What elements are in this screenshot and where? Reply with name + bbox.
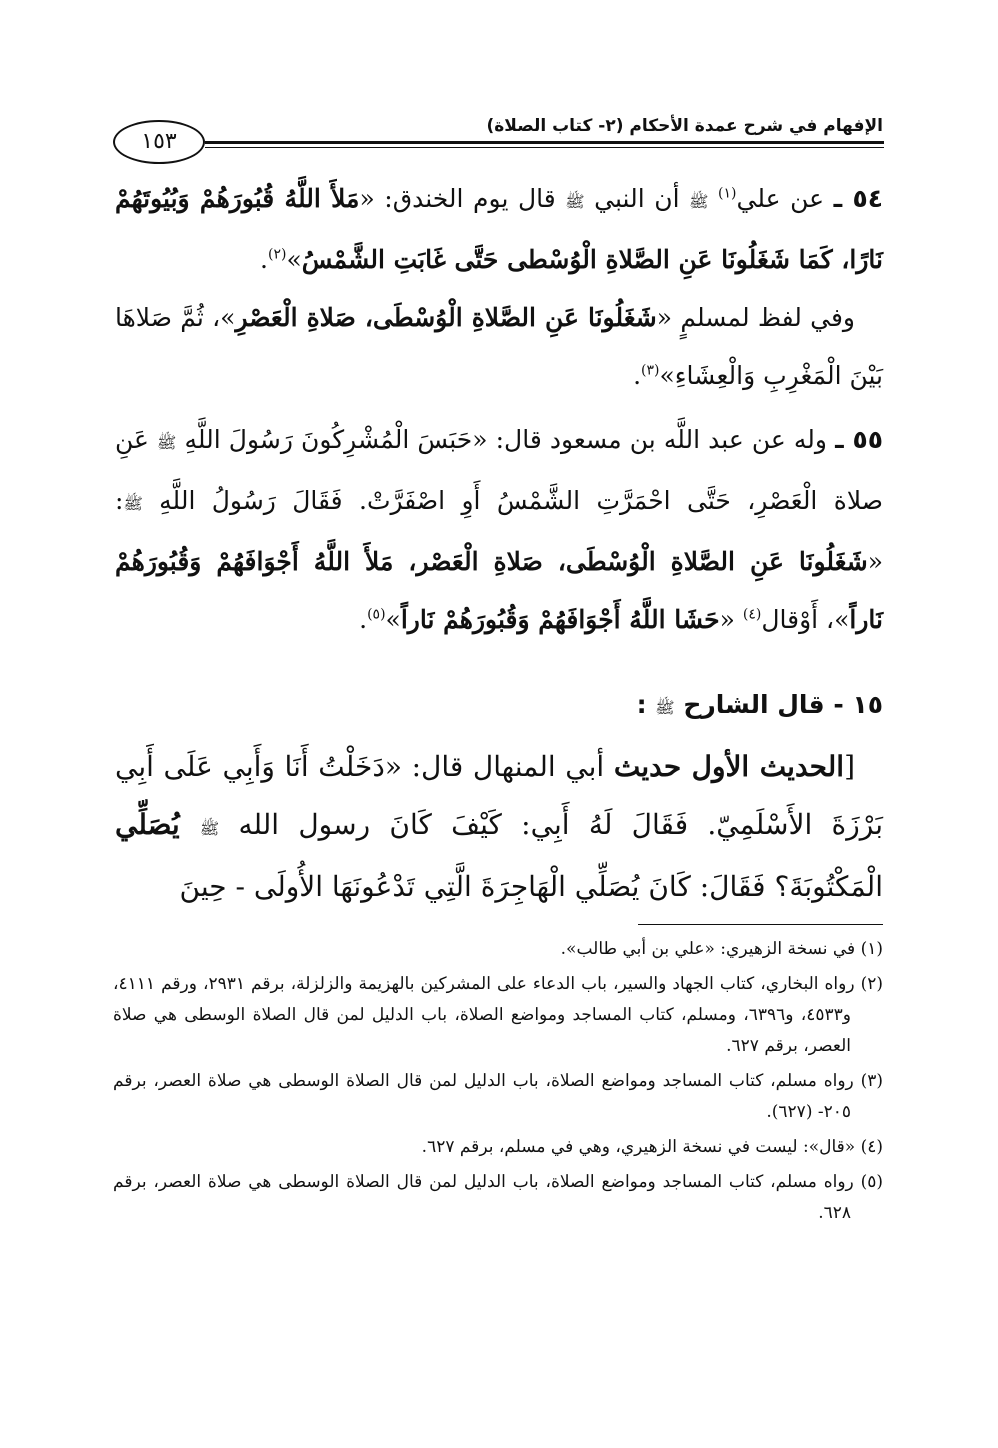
honorific-glyph: ﷺ xyxy=(655,698,675,717)
text-run: « xyxy=(719,605,743,634)
hadith-number: ٥٥ ـ xyxy=(835,425,883,454)
footnote-4: (٤) «قال»: ليست في نسخة الزهيري، وهي في مسلم، برقم ٦٢٧. xyxy=(421,1137,883,1157)
text-run: » xyxy=(286,245,302,274)
section-heading-text: ١٥ - قال الشارح xyxy=(683,690,883,719)
footnote-3: (٣) رواه مسلم، كتاب المساجد ومواضع الصلاة، باب الدليل لمن قال الصلاة الوسطى هي صلاة العصر، برقم ٢٠٥- (٦٢٧). xyxy=(113,1071,883,1122)
text-run: وله عن عبد اللَّه بن مسعود قال: «حَبَسَ الْمُشْرِكُونَ رَسُولَ اللَّهِ xyxy=(176,425,836,454)
text-run: عَنِ صلاة الْعَصْرِ، حَتَّى احْمَرَّتِ الشَّمْسُ أَوِ اصْفَرَّتْ. فَقَالَ رَسُولُ اللَّهِ xyxy=(115,425,883,515)
text-run: . xyxy=(260,245,268,274)
text-run: : « xyxy=(115,486,883,576)
text-run: الْمَكْتُوبَةَ؟ فَقَالَ: كَانَ يُصَلِّي الْهَاجِرَةَ الَّتِي تَدْعُونَهَا الأُولَى - حِينَ xyxy=(179,870,883,903)
hadith-54-variant-paragraph xyxy=(115,289,883,405)
hadith-55-paragraph xyxy=(115,411,883,649)
text-run: أبي المنهال قال: «دَخَلْتُ أَنَا وَأَبِي عَلَى أَبِي بَرْزَةَ الأَسْلَمِيّ. فَقَالَ لَهُ أَبِي: كَيْفَ كَانَ رسول الله xyxy=(115,750,883,841)
footnote-ref[interactable]: (٢) xyxy=(267,246,287,263)
footnotes xyxy=(113,934,883,1233)
text-run: وفي لفظ لمسلمٍ « xyxy=(656,303,855,332)
footnote-separator xyxy=(638,924,883,925)
honorific-glyph: ﷺ xyxy=(565,192,585,211)
text-run: عن علي xyxy=(736,184,825,213)
commentary-paragraph xyxy=(115,738,883,916)
footnote-ref[interactable]: (٣) xyxy=(641,362,660,379)
footnote-1: (١) في نسخة الزهيري: «علي بن أبي طالب». xyxy=(560,939,883,959)
honorific-glyph: ﷺ xyxy=(157,433,177,452)
text-run: »، ثُمَّ صَلاهَا بَيْنَ الْمَغْرِبِ وَالْعِشَاءِ» xyxy=(115,303,883,390)
header-rule-thin xyxy=(205,147,884,148)
text-run: . xyxy=(633,361,642,390)
running-title: الإفهام في شرح عمدة الأحكام (٢- كتاب الصلاة) xyxy=(486,116,883,136)
footnote-ref[interactable]: (١) xyxy=(718,185,737,202)
text-run: [ xyxy=(844,750,855,783)
hadith-block xyxy=(115,170,883,649)
section-heading-colon: : xyxy=(636,690,656,719)
hadith-quote-bold: شَغَلُونَا عَنِ الصَّلاةِ الْوُسْطَى، صَلاةِ الْعَصْرِ xyxy=(235,303,657,332)
hadith-number: ٥٤ ـ xyxy=(833,184,884,213)
footnote-ref[interactable]: (٤) xyxy=(742,606,762,623)
footnote-5: (٥) رواه مسلم، كتاب المساجد ومواضع الصلاة، باب الدليل لمن قال الصلاة الوسطى هي صلاة العصر، برقم ٦٢٨. xyxy=(113,1172,883,1223)
page-number-badge: ١٥٣ xyxy=(113,120,205,164)
hadith-quote-bold: شَغَلُونَا عَنِ الصَّلاةِ الْوُسْطَى، صَلاةِ الْعَصْر، مَلأَ اللَّهُ أَجْوَافَهُمْ وَقُبُورَهُمْ نَاراً xyxy=(115,547,883,634)
text-run: أن النبي xyxy=(584,184,690,213)
honorific-glyph: ﷺ xyxy=(689,192,709,211)
commentary-block xyxy=(115,738,883,916)
text-run: قال يوم الخندق: « xyxy=(359,184,566,213)
text-run: » xyxy=(385,605,401,634)
text-run: . xyxy=(359,605,368,634)
honorific-glyph: ﷺ xyxy=(199,819,220,838)
footnote-2: (٢) رواه البخاري، كتاب الجهاد والسير، باب الدعاء على المشركين بالهزيمة والزلزلة، برقم ٢٩٣١، ورقم ٤١١١، و٤٥٣٣، و٦٣٩٦، ومسلم، كتاب المساجد ومواضع الصلاة، باب الدليل لمن قال الصلاة الوسطى هي صلاة العصر، برقم ٦٢٧. xyxy=(113,974,883,1056)
commentary-bold: الحديث الأول حديث xyxy=(613,750,845,783)
footnote-ref[interactable]: (٥) xyxy=(367,606,386,623)
header-rule-thick xyxy=(205,141,884,144)
hadith-quote-bold: حَشَا اللَّهُ أَجْوَافَهُمْ وَقُبُورَهُمْ نَاراً xyxy=(400,605,720,634)
hadith-54-paragraph xyxy=(115,170,883,289)
honorific-glyph: ﷺ xyxy=(123,494,143,513)
commentary-bold: يُصَلِّي xyxy=(115,808,200,841)
text-run: »، أَوْقال xyxy=(761,605,850,634)
hadith-quote-bold: مَلأَ اللَّهُ قُبُورَهُمْ وَبُيُوتَهُمْ نَارًا، كَمَا شَغَلُونَا عَنِ الصَّلاةِ الْوُسْطى حَتَّى غَابَتِ الشَّمْسُ xyxy=(115,184,883,274)
section-heading xyxy=(637,680,883,733)
